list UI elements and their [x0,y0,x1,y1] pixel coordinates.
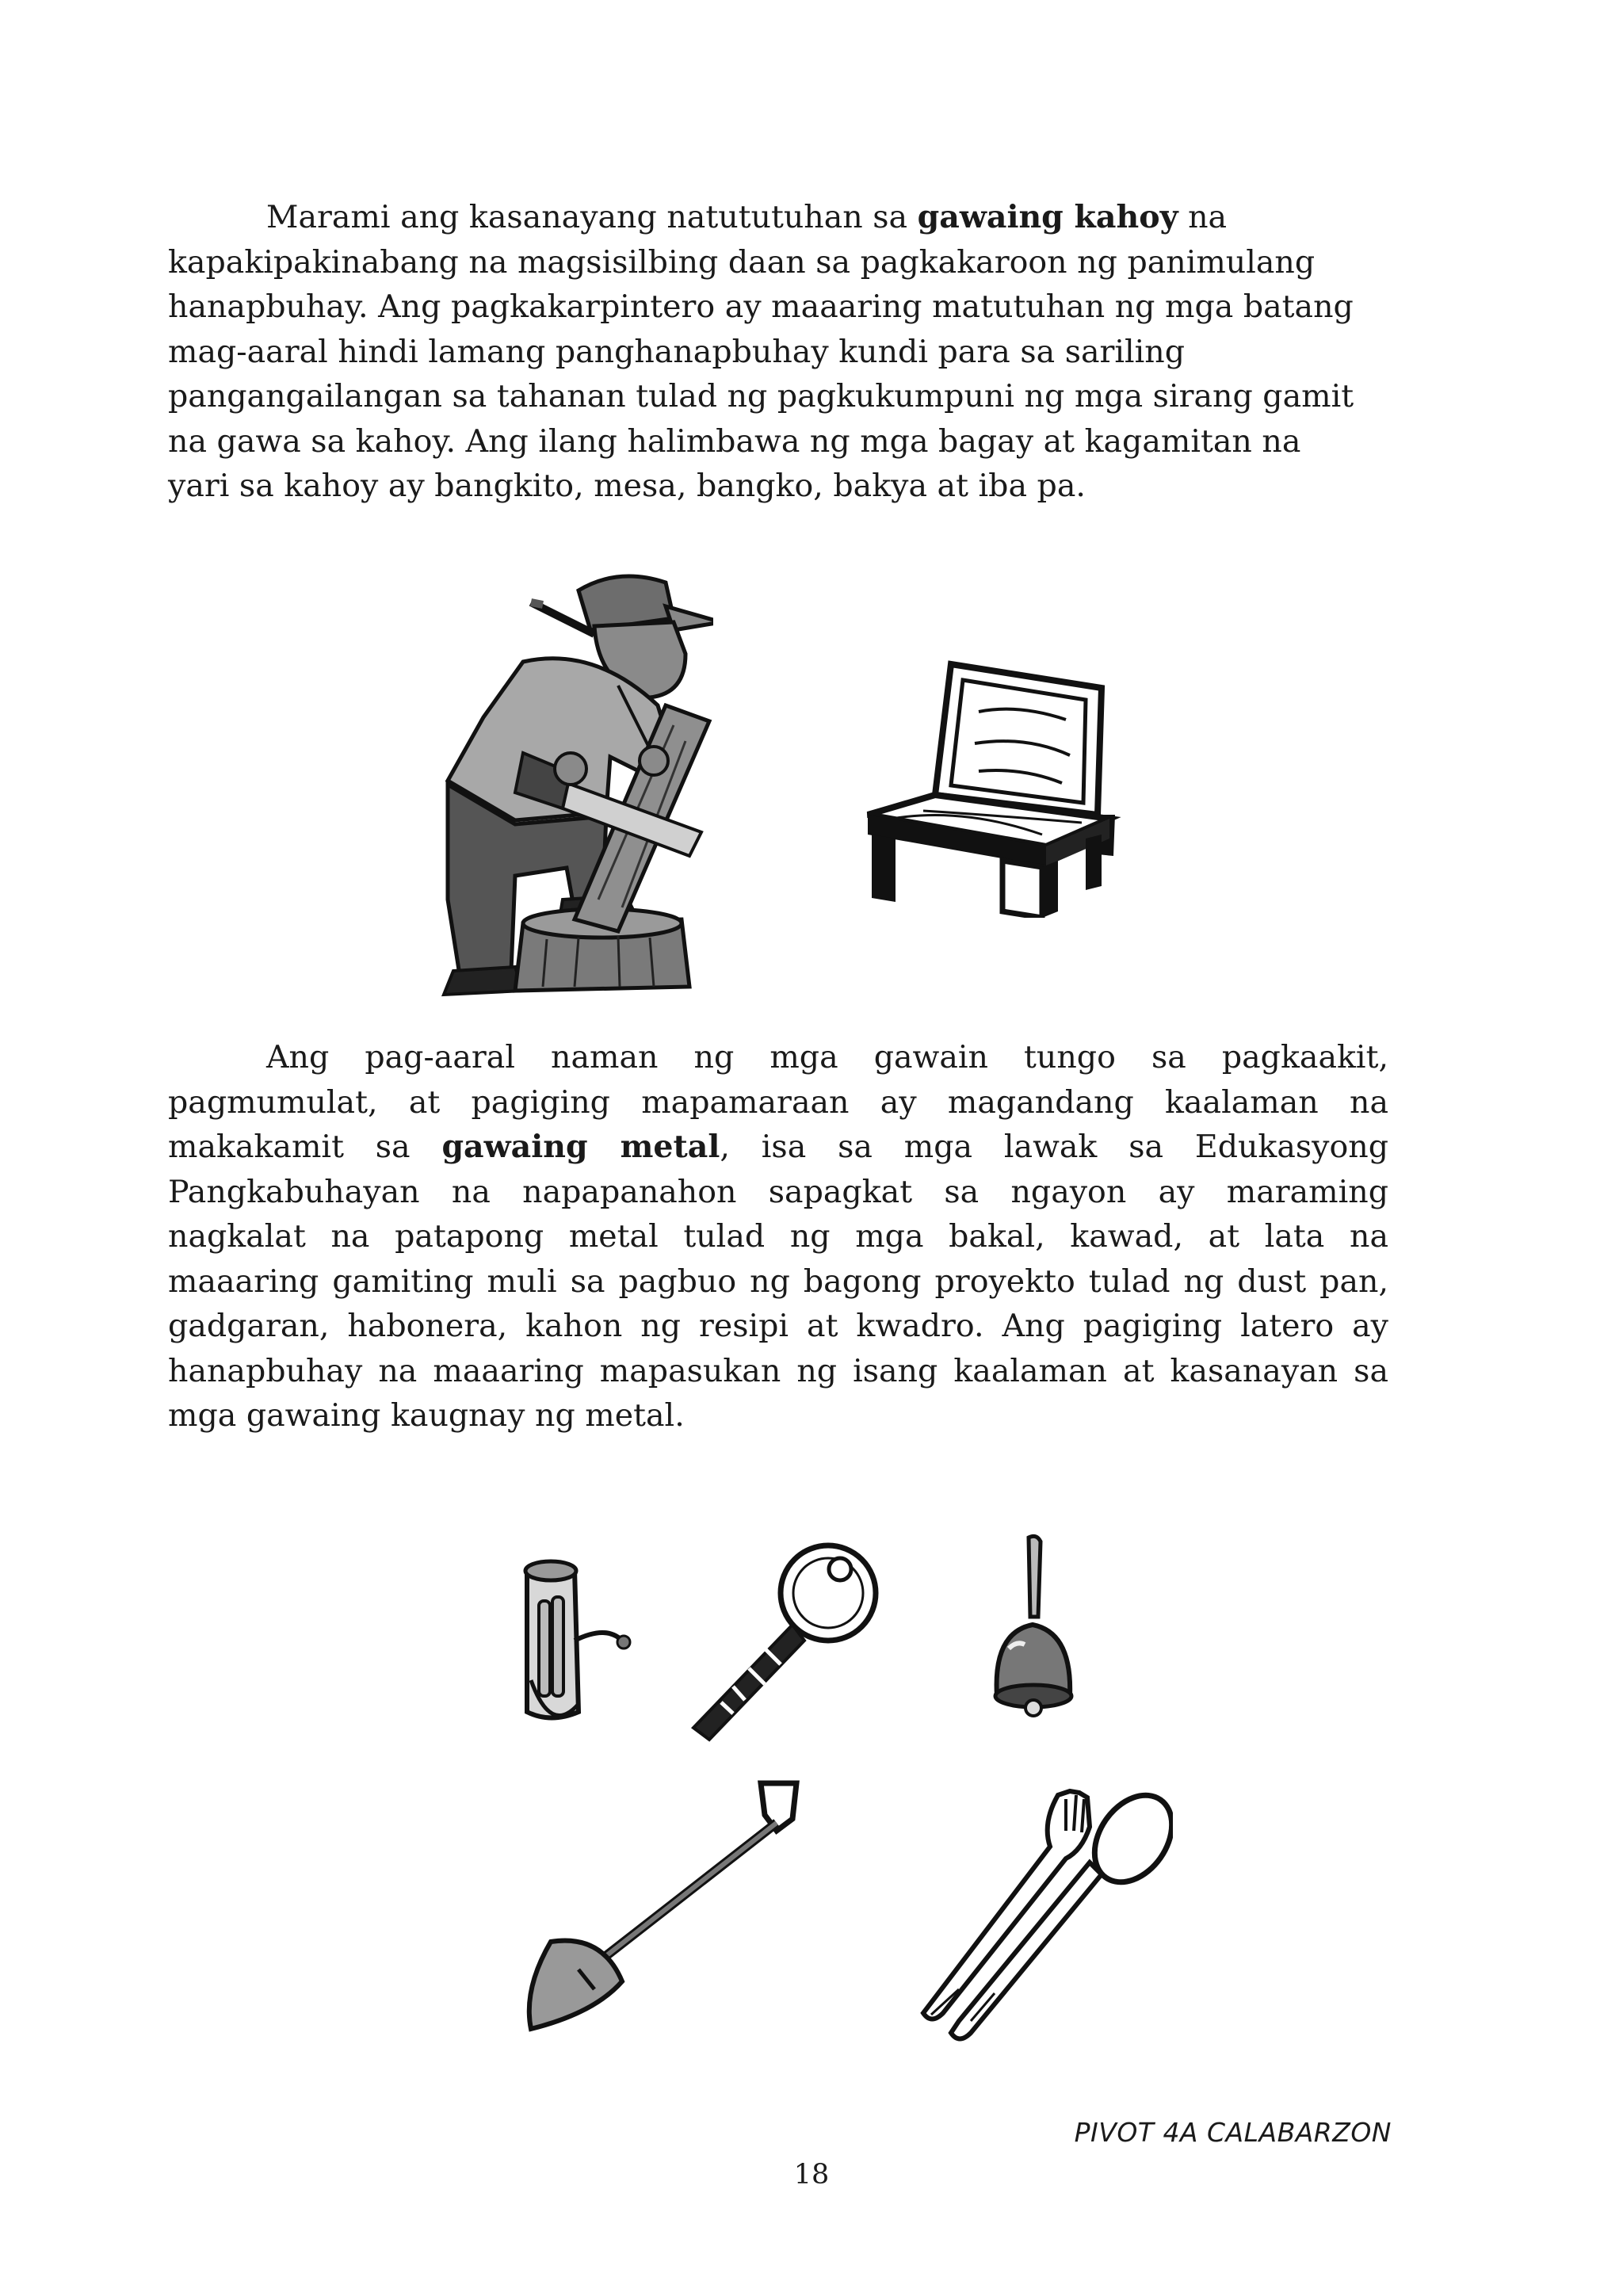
bold-term: gawaing metal [441,1129,720,1165]
paragraph-line: Pangkabuhayan na napapanahon sapagkat sa ngayon ay maraming [168,1173,1388,1210]
text-span: , isa sa mga lawak sa Edukasyong [720,1129,1388,1165]
wooden-chair-icon [860,656,1121,918]
paragraph-line: hanapbuhay. Ang pagkakarpintero ay maaaring matutuhan ng mga batang [168,288,1354,325]
paragraph-line: mag-aaral hindi lamang panghanapbuhay kundi para sa sariling [168,333,1186,370]
page-number: 18 [793,2159,830,2191]
paragraph-line: mga gawaing kaugnay ng metal. [168,1397,685,1434]
bell-icon [981,1530,1084,1728]
paragraph-metalwork [168,1035,1388,1438]
paragraph-line: gadgaran, habonera, kahon ng resipi at kwadro. Ang pagiging latero ay [168,1308,1388,1344]
shovel-icon [507,1775,808,2037]
tuba-icon [503,1553,638,1752]
bold-term: gawaing kahoy [917,199,1178,235]
text-span: makakamit sa [168,1129,442,1165]
paragraph-line: pangangailangan sa tahanan tulad ng pagkukumpuni ng mga sirang gamit [168,378,1354,415]
paragraph-line: pagmumulat, at pagiging mapamaraan ay magandang kaalaman na [168,1083,1388,1121]
fork-and-spoon-icon [903,1783,1173,2045]
paragraph-line: Ang pag-aaral naman ng mga gawain tungo sa pagkaakit, [266,1039,1388,1075]
paragraph-line [168,195,1388,240]
paragraph-line [168,1125,1388,1170]
paragraph-line: maaaring gamiting muli sa pagbuo ng bagong proyekto tulad ng dust pan, [168,1263,1388,1300]
carpenter-sawing-icon [412,559,713,1003]
text-span: na [1178,199,1228,235]
paragraph-line: na gawa sa kahoy. Ang ilang halimbawa ng mga bagay at kagamitan na [168,422,1301,460]
paragraph-woodwork [168,195,1388,509]
footer-brand: PIVOT 4A CALABARZON [1074,2117,1392,2148]
paragraph-line: nagkalat na patapong metal tulad ng mga bakal, kawad, at lata na [168,1218,1388,1255]
paragraph-line: hanapbuhay na maaaring mapasukan ng isang kaalaman at kasanayan sa [168,1352,1388,1389]
paragraph-line: kapakipakinabang na magsisilbing daan sa pagkakaroon ng panimulang [168,243,1316,281]
text-span: Marami ang kasanayang natututuhan sa [266,199,918,235]
key-icon [685,1538,884,1744]
paragraph-line: yari sa kahoy ay bangkito, mesa, bangko, bakya at iba pa. [168,468,1086,504]
